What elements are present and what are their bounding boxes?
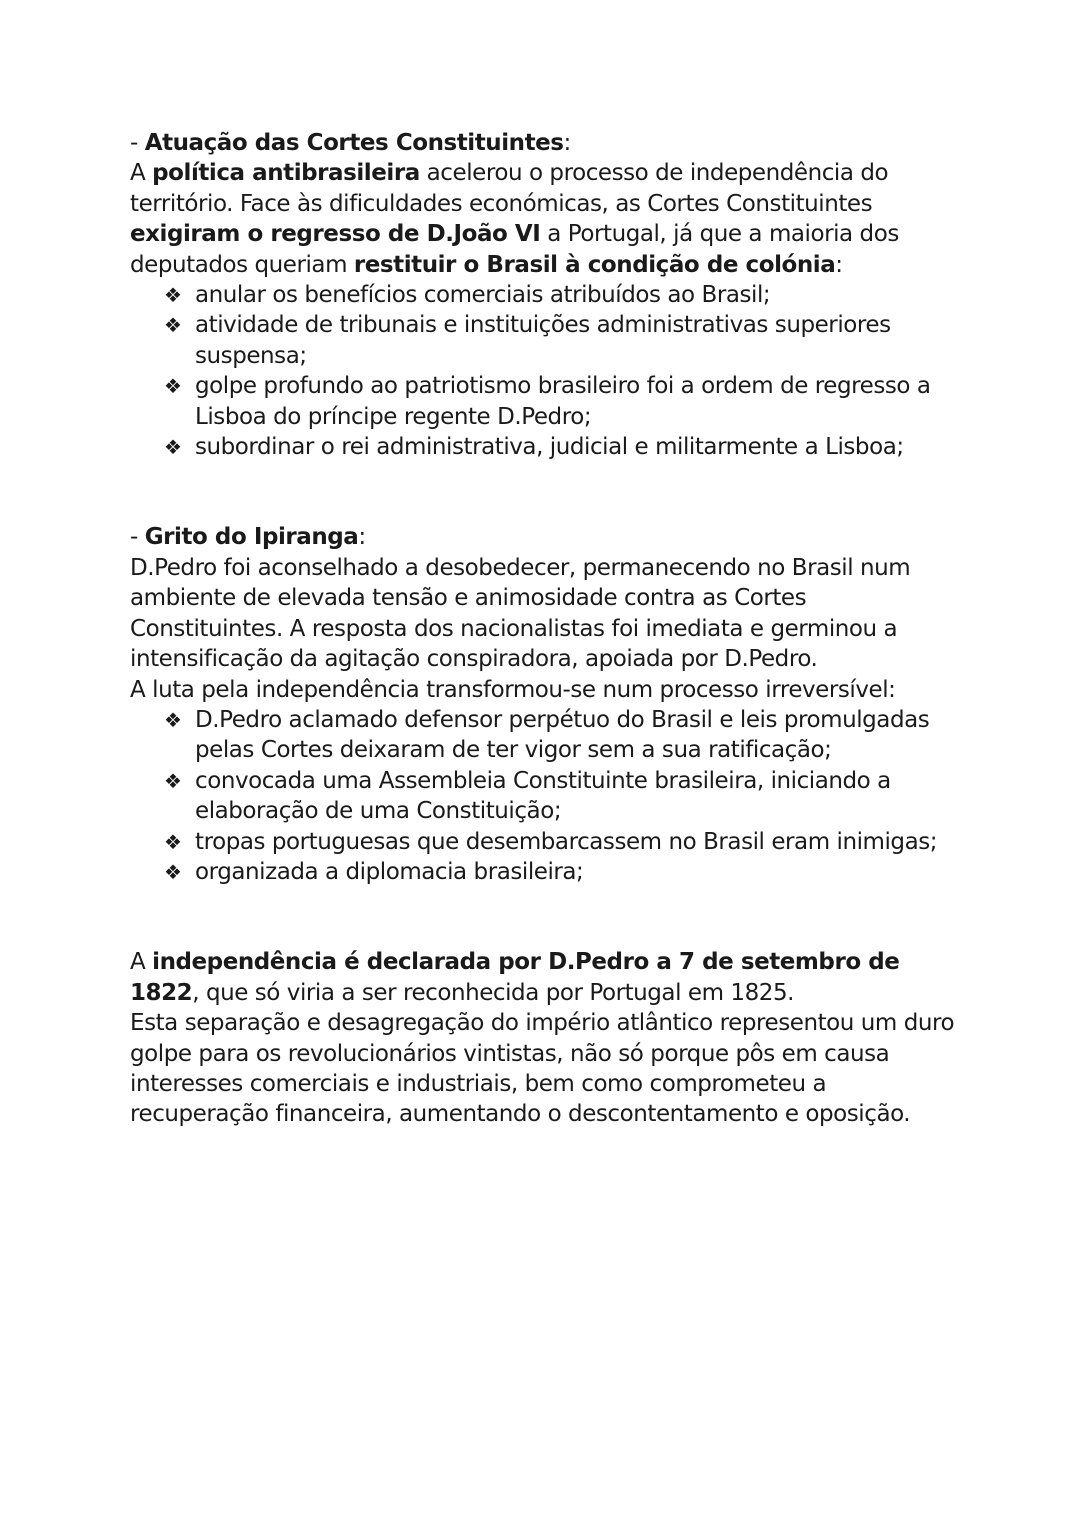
- text-run: :: [835, 251, 843, 278]
- list-item-text: subordinar o rei administrativa, judicial e militarmente a Lisboa;: [195, 434, 904, 461]
- bullet-diamond-icon: ❖: [164, 283, 182, 308]
- heading-dash: -: [130, 524, 145, 551]
- section-paragraph: A luta pela independência transformou-se num processo irreversível:: [130, 676, 896, 703]
- list-item: [164, 371, 960, 432]
- bullet-diamond-icon: ❖: [164, 768, 182, 793]
- list-item-text: organizada a diplomacia brasileira;: [195, 858, 584, 885]
- heading-text: Grito do Ipiranga: [144, 524, 359, 551]
- section-paragraph: [130, 947, 960, 1008]
- list-item: [164, 857, 960, 887]
- bold-text-run: política antibrasileira: [152, 160, 420, 187]
- document-page: [130, 128, 960, 1130]
- bullet-diamond-icon: ❖: [164, 374, 182, 399]
- bullet-diamond-icon: ❖: [164, 707, 182, 732]
- bold-text-run: restituir o Brasil à condição de colónia: [353, 251, 836, 278]
- bullet-diamond-icon: ❖: [164, 435, 182, 460]
- section-grito-do-ipiranga: [130, 522, 960, 887]
- list-item: [164, 280, 960, 310]
- text-run: acelerou o processo de independência do território. Face às dificuldades económicas, as Cortes Constituintes: [130, 160, 889, 217]
- text-run: a Portugal, já que a maioria dos deputados queriam: [130, 221, 899, 278]
- text-run: A: [130, 160, 153, 187]
- list-item: [164, 766, 960, 827]
- bullet-diamond-icon: ❖: [164, 313, 182, 338]
- list-item-text: tropas portuguesas que desembarcassem no Brasil eram inimigas;: [195, 828, 938, 855]
- section-paragraph: Esta separação e desagregação do império atlântico representou um duro golpe para os revolucionários vintistas, não só porque pôs em causa interesses comerciais e industriais, bem como comprometeu a recuperação financeira, aumentando o descontentamento e oposição.: [130, 1010, 955, 1128]
- bullet-diamond-icon: ❖: [164, 859, 182, 884]
- bullet-diamond-icon: ❖: [164, 829, 182, 854]
- text-run: A: [130, 949, 153, 976]
- list-item: [164, 310, 960, 371]
- list-item-text: atividade de tribunais e instituições administrativas superiores suspensa;: [195, 312, 891, 369]
- list-item-text: anular os benefícios comerciais atribuídos ao Brasil;: [195, 282, 771, 309]
- section-paragraph: [130, 158, 960, 280]
- bold-text-run: independência é declarada por D.Pedro a 7 de setembro de 1822: [130, 949, 900, 1006]
- heading-dash: -: [130, 130, 145, 156]
- heading-colon: :: [563, 130, 571, 156]
- section-paragraph: D.Pedro foi aconselhado a desobedecer, permanecendo no Brasil num ambiente de elevada tensão e animosidade contra as Cortes Constituintes. A resposta dos nacionalistas foi imediata e germinou a intensificação da agitação conspiradora, apoiada por D.Pedro.: [130, 554, 911, 673]
- list-item-text: golpe profundo ao patriotismo brasileiro foi a ordem de regresso a Lisboa do príncipe regente D.Pedro;: [195, 373, 931, 430]
- section-independencia: [130, 947, 960, 1129]
- heading-text: Atuação das Cortes Constituintes: [144, 130, 564, 156]
- section-heading: [130, 128, 960, 158]
- list-item: [164, 827, 960, 857]
- text-run: , que só viria a ser reconhecida por Portugal em 1825.: [192, 979, 794, 1006]
- bullet-list: [130, 705, 960, 887]
- list-item-text: convocada uma Assembleia Constituinte brasileira, iniciando a elaboração de uma Constituição;: [195, 767, 891, 825]
- list-item: [164, 432, 960, 462]
- section-heading: [130, 522, 960, 552]
- section-cortes-constituintes: [130, 128, 960, 462]
- heading-colon: :: [358, 524, 366, 551]
- bullet-list: [130, 280, 960, 462]
- list-item-text: D.Pedro aclamado defensor perpétuo do Brasil e leis promulgadas pelas Cortes deixaram de ter vigor sem a sua ratificação;: [195, 706, 930, 764]
- list-item: [164, 705, 960, 766]
- bold-text-run: exigiram o regresso de D.João VI: [130, 221, 541, 248]
